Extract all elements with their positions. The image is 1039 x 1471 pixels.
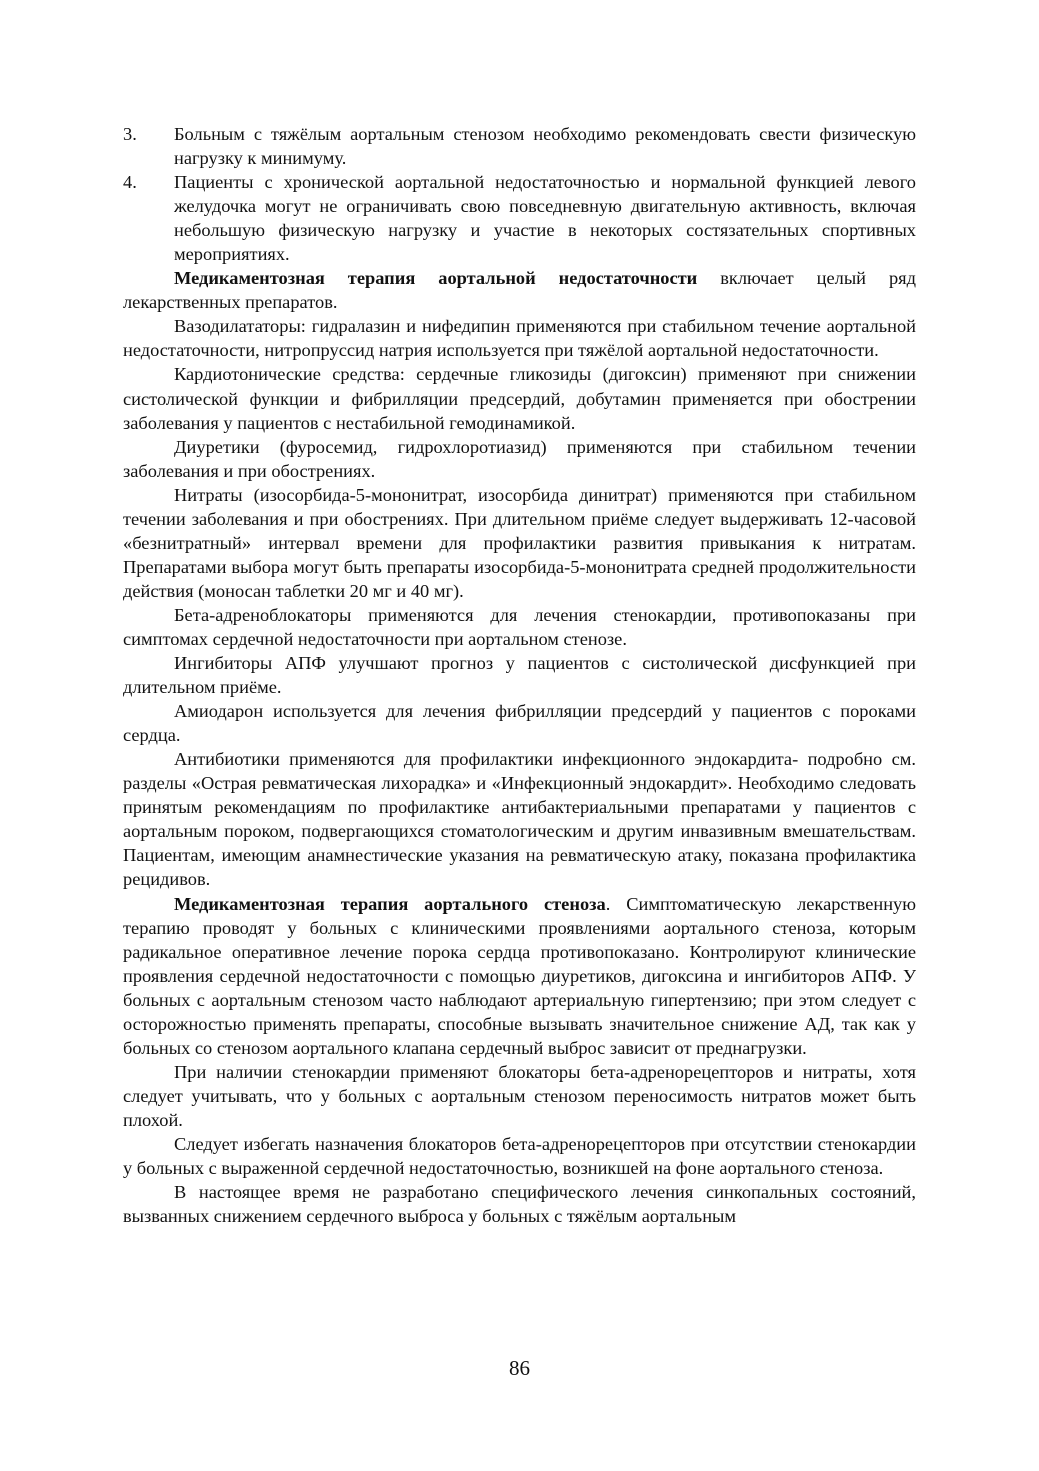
paragraph [123, 1132, 916, 1180]
list-item-text: Пациенты с хронической аортальной недостаточностью и нормальной функцией левого желудочка могут не ограничивать свою повседневную двигательную активность, включая небольшую физическую нагрузку и участие в некоторых состязательных спортивных мероприятиях. [174, 172, 916, 265]
paragraph-text: Нитраты (изосорбида-5-мононитрат, изосорбида динитрат) применяются при стабильном течении заболевания и при обострениях. При длительном приёме следует выдерживать 12-часовой «безнитратный» интервал времени для профилактики развития привыкания к нитратам. Препаратами выбора могут быть препараты изосорбида-5-мононитрата средней продолжительности действия (моносан таблетки 20 мг и 40 мг). [123, 484, 916, 601]
paragraph [123, 747, 916, 891]
section-heading-inline: Медикаментозная терапия аортального стеноза [174, 893, 606, 914]
paragraph [123, 483, 916, 603]
list-item [123, 170, 916, 266]
paragraph-text: Следует избегать назначения блокаторов бета-адренорецепторов при отсутствии стенокардии у больных с выраженной сердечной недостаточностью, возникшей на фоне аортального стеноза. [123, 1133, 916, 1179]
paragraph-text: Кардиотонические средства: сердечные гликозиды (дигоксин) применяют при снижении систолической функции и фибрилляции предсердий, добутамин применяется при обострении заболевания у пациентов с нестабильной гемодинамикой. [123, 364, 916, 433]
paragraph-text: Бета-адреноблокаторы применяются для лечения стенокардии, противопоказаны при симптомах сердечной недостаточности при аортальном стенозе. [123, 604, 916, 649]
paragraph [123, 435, 916, 483]
paragraph-text: . Симптоматическую лекарственную терапию проводят у больных с клиническими проявлениями аортального стеноза, которым радикальное оперативное лечение порока сердца противопоказано. Контролируют клинические проявления сердечной недостаточности с помощью диуретиков, дигоксина и ингибиторов АПФ. У больных с аортальным стенозом часто наблюдают артериальную гипертензию; при этом следует с осторожностью применять препараты, способные вызывать значительное снижение АД, так как у больных со стенозом аортального клапана сердечный выброс зависит от преднагрузки. [123, 893, 916, 1058]
paragraph-text: Вазодилататоры: гидралазин и нифедипин применяются при стабильном течение аортальной недостаточности, нитропруссид натрия используется при тяжёлой аортальной недостаточности. [123, 316, 916, 361]
list-item-number: 3. [123, 124, 137, 144]
paragraph-text: Антибиотики применяются для профилактики инфекционного эндокардита- подробно см. разделы «Острая ревматическая лихорадка» и «Инфекционный эндокардит». Необходимо следовать принятым рекомендациям по профилактике антибактериальными препаратами у пациентов с аортальным пороком, подвергающихся стоматологическим и другим инвазивным вмешательствам. Пациентам, имеющим анамнестические указания на ревматическую атаку, показана профилактика рецидивов. [123, 749, 916, 890]
paragraph [123, 1060, 916, 1132]
paragraph-text: Амиодарон используется для лечения фибрилляции предсердий у пациентов с пороками сердца. [123, 701, 916, 746]
paragraph [123, 1180, 916, 1228]
list-item [123, 122, 916, 170]
paragraph-text: включает целый ряд лекарственных препаратов. [123, 268, 916, 313]
page-body [123, 122, 916, 1228]
paragraph-aortic-stenosis-therapy [123, 892, 916, 1060]
paragraph-text: Диуретики (фуросемид, гидрохлоротиазид) применяются при стабильном течении заболевания и при обострениях. [123, 436, 916, 481]
paragraph [123, 603, 916, 651]
paragraph-text: При наличии стенокардии применяют блокаторы бета-адренорецепторов и нитраты, хотя следует учитывать, что у больных с аортальным стенозом переносимость нитратов может быть плохой. [123, 1061, 916, 1130]
paragraph-text: В настоящее время не разработано специфического лечения синкопальных состояний, вызванных снижением сердечного выброса у больных с тяжёлым аортальным [123, 1182, 916, 1227]
paragraph [123, 651, 916, 699]
paragraph-aortic-insufficiency-therapy [123, 266, 916, 314]
section-heading-inline: Медикаментозная терапия аортальной недостаточности [174, 268, 698, 289]
paragraph [123, 314, 916, 362]
paragraph [123, 362, 916, 434]
paragraph [123, 699, 916, 747]
list-item-number: 4. [123, 172, 137, 193]
list-item-text: Больным с тяжёлым аортальным стенозом необходимо рекомендовать свести физическую нагрузку к минимуму. [174, 124, 916, 169]
paragraph-text: Ингибиторы АПФ улучшают прогноз у пациентов с систолической дисфункцией при длительном приёме. [123, 653, 916, 698]
page-number: 86 [509, 1356, 530, 1380]
